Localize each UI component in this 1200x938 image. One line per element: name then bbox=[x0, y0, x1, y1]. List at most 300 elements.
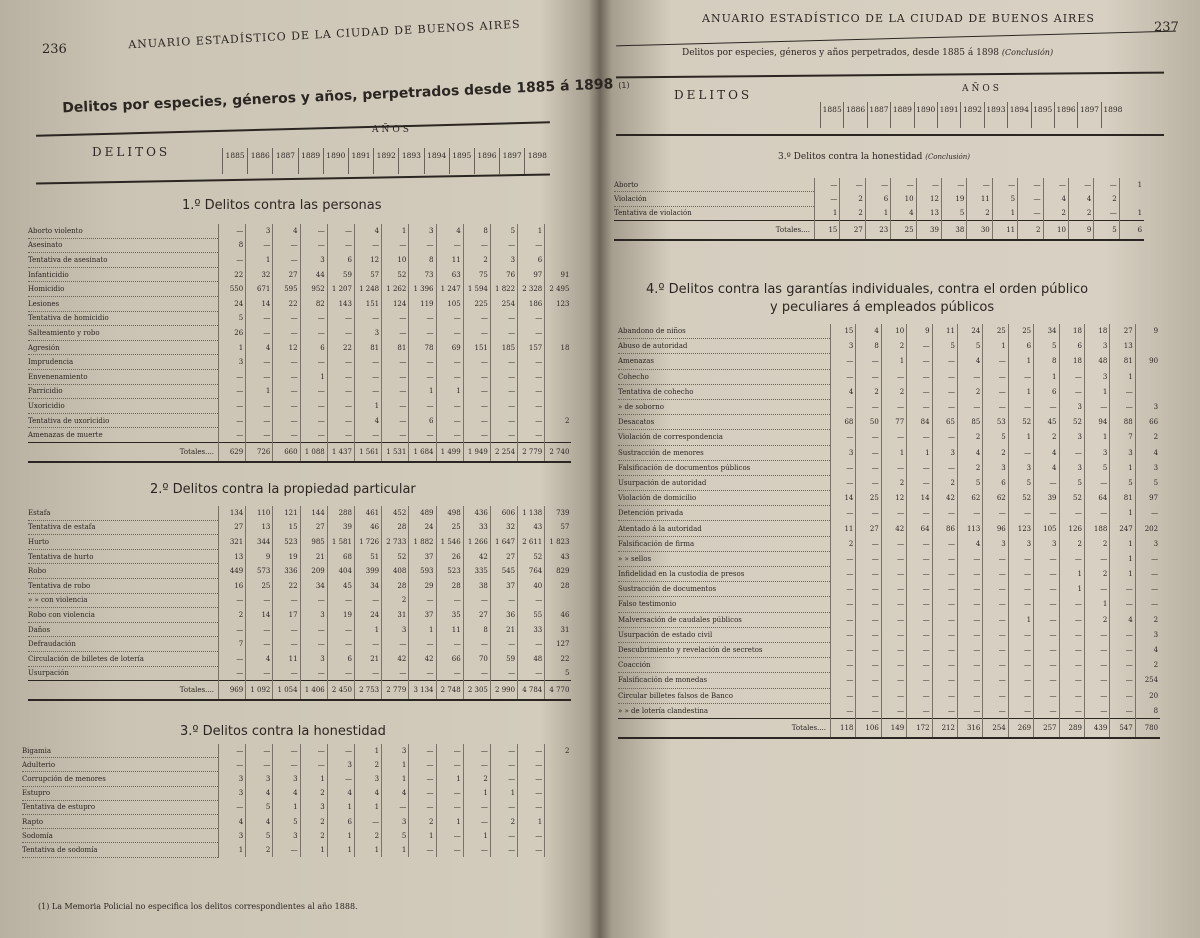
cell-value: 5 bbox=[246, 800, 273, 814]
cell-value: 27 bbox=[490, 549, 517, 564]
cell-value: 14 bbox=[907, 491, 932, 506]
row-label: Envenenamiento bbox=[28, 369, 219, 384]
cell-value: 24 bbox=[957, 324, 982, 339]
cell-value: — bbox=[1018, 206, 1043, 220]
cell-value bbox=[545, 800, 572, 814]
cell-value: 1 bbox=[327, 800, 354, 814]
cell-value: — bbox=[856, 567, 881, 582]
cell-value: — bbox=[983, 551, 1008, 566]
cell-value: 18 bbox=[1059, 324, 1084, 339]
cell-value: 64 bbox=[907, 521, 932, 536]
cell-value: — bbox=[436, 666, 463, 681]
cell-value: 48 bbox=[1084, 354, 1109, 369]
right-running-head: ANUARIO ESTADÍSTICO DE LA CIUDAD DE BUENOS AIRES bbox=[702, 12, 1095, 25]
cell-value: 3 bbox=[219, 786, 246, 800]
table-row bbox=[618, 521, 1160, 536]
cell-value: — bbox=[1084, 582, 1109, 597]
cell-value: 27 bbox=[300, 520, 327, 535]
cell-value: — bbox=[327, 384, 354, 399]
cell-value: 1 bbox=[409, 829, 436, 843]
cell-value: 1 bbox=[1110, 369, 1135, 384]
cell-value: — bbox=[907, 582, 932, 597]
cell-value: — bbox=[354, 428, 381, 443]
cell-value: — bbox=[219, 622, 246, 637]
cell-value: — bbox=[382, 326, 409, 341]
row-label: Desacatos bbox=[618, 415, 831, 430]
cell-value: 44 bbox=[300, 267, 327, 282]
cell-value: — bbox=[831, 567, 856, 582]
cell-value: — bbox=[957, 673, 982, 688]
row-label: Infidelidad en la custodia de presos bbox=[618, 567, 831, 582]
cell-value: — bbox=[907, 460, 932, 475]
cell-value: 4 bbox=[1135, 642, 1160, 657]
cell-value: 88 bbox=[1110, 415, 1135, 430]
cell-value: 8 bbox=[1135, 703, 1160, 718]
cell-value: 185 bbox=[490, 340, 517, 355]
cell-value: 36 bbox=[490, 608, 517, 623]
cell-value: — bbox=[409, 786, 436, 800]
cell-value: — bbox=[1135, 567, 1160, 582]
cell-value: 2 bbox=[490, 814, 517, 828]
cell-value: — bbox=[463, 238, 490, 253]
totals-row bbox=[618, 718, 1160, 738]
cell-value: 75 bbox=[463, 267, 490, 282]
cell-value: 32 bbox=[490, 520, 517, 535]
cell-value: 1 bbox=[354, 622, 381, 637]
cell-value: — bbox=[983, 688, 1008, 703]
cell-value: — bbox=[490, 399, 517, 414]
cell-value: — bbox=[1008, 688, 1033, 703]
year-header-1893: 1893 bbox=[984, 102, 1007, 128]
total-value: 2 748 bbox=[436, 681, 463, 700]
cell-value: 6 bbox=[409, 413, 436, 428]
cell-value: 45 bbox=[1034, 415, 1059, 430]
row-label: Amenazas de muerte bbox=[28, 428, 219, 443]
cell-value: 2 bbox=[1084, 612, 1109, 627]
cell-value: 1 bbox=[219, 843, 246, 857]
cell-value: 77 bbox=[881, 415, 906, 430]
year-header-1886: 1886 bbox=[247, 148, 272, 174]
row-label: Sustracción de menores bbox=[618, 445, 831, 460]
cell-value: 37 bbox=[409, 608, 436, 623]
cell-value: 9 bbox=[1135, 324, 1160, 339]
table-row bbox=[618, 491, 1160, 506]
cell-value: 985 bbox=[300, 535, 327, 550]
right-year-row bbox=[820, 102, 1124, 128]
cell-value: — bbox=[490, 355, 517, 370]
total-value: 1 054 bbox=[273, 681, 300, 700]
cell-value: — bbox=[246, 758, 273, 772]
cell-value: — bbox=[983, 567, 1008, 582]
cell-value: — bbox=[1059, 658, 1084, 673]
cell-value: 66 bbox=[1135, 415, 1160, 430]
cell-value: — bbox=[409, 238, 436, 253]
cell-value: — bbox=[273, 311, 300, 326]
cell-value: — bbox=[831, 612, 856, 627]
cell-value: 5 bbox=[941, 206, 966, 220]
cell-value: — bbox=[382, 666, 409, 681]
cell-value: — bbox=[957, 506, 982, 521]
cell-value: — bbox=[1059, 597, 1084, 612]
table-row bbox=[28, 399, 571, 414]
cell-value: 2 bbox=[300, 786, 327, 800]
cell-value: — bbox=[219, 224, 246, 238]
table-row bbox=[28, 666, 571, 681]
cell-value: — bbox=[463, 399, 490, 414]
row-label: Violación de domicilio bbox=[618, 491, 831, 506]
cell-value: 57 bbox=[545, 520, 572, 535]
cell-value: 4 bbox=[327, 786, 354, 800]
total-value: 2 990 bbox=[490, 681, 517, 700]
table-row bbox=[618, 642, 1160, 657]
cell-value: — bbox=[409, 666, 436, 681]
year-header-1894: 1894 bbox=[424, 148, 449, 174]
table-row bbox=[22, 758, 571, 772]
table-row bbox=[28, 549, 571, 564]
cell-value: 29 bbox=[409, 578, 436, 593]
cell-value: — bbox=[1110, 627, 1135, 642]
total-value: 2 779 bbox=[382, 681, 409, 700]
table-row bbox=[22, 786, 571, 800]
cell-value: — bbox=[327, 637, 354, 652]
table-row bbox=[28, 506, 571, 520]
cell-value: 1 bbox=[1110, 567, 1135, 582]
cell-value: — bbox=[983, 703, 1008, 718]
cell-value: 2 bbox=[1059, 536, 1084, 551]
cell-value: — bbox=[219, 413, 246, 428]
cell-value: — bbox=[382, 384, 409, 399]
cell-value: — bbox=[219, 651, 246, 666]
cell-value: — bbox=[300, 637, 327, 652]
cell-value: 81 bbox=[1110, 491, 1135, 506]
cell-value: 550 bbox=[219, 282, 246, 297]
cell-value: — bbox=[891, 178, 916, 192]
cell-value: — bbox=[382, 369, 409, 384]
cell-value: 59 bbox=[327, 267, 354, 282]
total-value: 629 bbox=[219, 442, 246, 461]
cell-value: — bbox=[957, 703, 982, 718]
cell-value: 4 bbox=[856, 324, 881, 339]
cell-value: 27 bbox=[856, 521, 881, 536]
cell-value: 3 bbox=[354, 326, 381, 341]
total-value: 1 949 bbox=[463, 442, 490, 461]
cell-value: — bbox=[932, 612, 957, 627]
cell-value: 5 bbox=[545, 666, 572, 681]
cell-value: — bbox=[856, 551, 881, 566]
cell-value: 33 bbox=[463, 520, 490, 535]
table-row bbox=[618, 324, 1160, 339]
cell-value: 14 bbox=[246, 608, 273, 623]
cell-value: — bbox=[983, 384, 1008, 399]
cell-value: — bbox=[856, 703, 881, 718]
cell-value: 595 bbox=[273, 282, 300, 297]
cell-value: — bbox=[463, 369, 490, 384]
left-top-rule bbox=[36, 121, 550, 136]
row-label: Malversación de caudales públicos bbox=[618, 612, 831, 627]
cell-value: 151 bbox=[463, 340, 490, 355]
row-label: Abandono de niños bbox=[618, 324, 831, 339]
total-value: 4 770 bbox=[545, 681, 572, 700]
cell-value: — bbox=[1084, 506, 1109, 521]
cell-value: 2 328 bbox=[518, 282, 545, 297]
cell-value: — bbox=[518, 772, 545, 786]
cell-value: — bbox=[327, 666, 354, 681]
cell-value: 1 bbox=[881, 445, 906, 460]
cell-value: 5 bbox=[992, 192, 1017, 206]
cell-value: — bbox=[983, 673, 1008, 688]
cell-value: 2 611 bbox=[518, 535, 545, 550]
cell-value: — bbox=[1110, 703, 1135, 718]
year-header-1895: 1895 bbox=[1031, 102, 1054, 128]
cell-value: — bbox=[831, 506, 856, 521]
cell-value: 5 bbox=[273, 814, 300, 828]
cell-value: — bbox=[881, 369, 906, 384]
cell-value: 52 bbox=[1059, 415, 1084, 430]
cell-value: 12 bbox=[354, 253, 381, 268]
cell-value: 573 bbox=[246, 564, 273, 579]
cell-value: 63 bbox=[436, 267, 463, 282]
cell-value: — bbox=[436, 355, 463, 370]
cell-value: 4 bbox=[1034, 460, 1059, 475]
row-label: Aborto violento bbox=[28, 224, 219, 238]
cell-value: 73 bbox=[409, 267, 436, 282]
cell-value: — bbox=[490, 311, 517, 326]
cell-value: — bbox=[1084, 475, 1109, 490]
cell-value: — bbox=[490, 384, 517, 399]
cell-value: — bbox=[932, 582, 957, 597]
table-row bbox=[28, 637, 571, 652]
cell-value: 81 bbox=[1110, 354, 1135, 369]
cell-value: 404 bbox=[327, 564, 354, 579]
cell-value: 5 bbox=[490, 224, 517, 238]
cell-value: — bbox=[1084, 642, 1109, 657]
cell-value: 5 bbox=[1034, 339, 1059, 354]
cell-value: — bbox=[932, 506, 957, 521]
cell-value: — bbox=[1135, 551, 1160, 566]
table-row bbox=[618, 506, 1160, 521]
cell-value: — bbox=[518, 758, 545, 772]
cell-value bbox=[545, 772, 572, 786]
cell-value: 523 bbox=[436, 564, 463, 579]
cell-value: — bbox=[1084, 399, 1109, 414]
cell-value bbox=[545, 843, 572, 857]
cell-value: — bbox=[957, 597, 982, 612]
table-row bbox=[618, 536, 1160, 551]
cell-value: 52 bbox=[1008, 491, 1033, 506]
cell-value: 1 bbox=[1008, 430, 1033, 445]
cell-value: 157 bbox=[518, 340, 545, 355]
cell-value: 449 bbox=[219, 564, 246, 579]
cell-value: 1 bbox=[1110, 506, 1135, 521]
left-header-rule bbox=[36, 174, 550, 185]
cell-value: 202 bbox=[1135, 521, 1160, 536]
cell-value: 4 bbox=[891, 206, 916, 220]
cell-value: 76 bbox=[490, 267, 517, 282]
cell-value: 10 bbox=[881, 324, 906, 339]
row-label: Robo con violencia bbox=[28, 608, 219, 623]
cell-value: — bbox=[1110, 399, 1135, 414]
total-value: 4 784 bbox=[518, 681, 545, 700]
cell-value: 12 bbox=[916, 192, 941, 206]
cell-value: — bbox=[436, 593, 463, 608]
cell-value: — bbox=[327, 369, 354, 384]
cell-value: 1 bbox=[865, 206, 890, 220]
total-value: 254 bbox=[983, 718, 1008, 738]
row-label: Tentativa de violación bbox=[614, 206, 815, 220]
cell-value: — bbox=[957, 627, 982, 642]
cell-value: 8 bbox=[1034, 354, 1059, 369]
cell-value: 40 bbox=[518, 578, 545, 593]
totals-row bbox=[28, 442, 571, 461]
cell-value: — bbox=[881, 536, 906, 551]
cell-value bbox=[545, 224, 572, 238]
row-label: Bigamia bbox=[22, 744, 219, 758]
cell-value: — bbox=[382, 637, 409, 652]
cell-value bbox=[1135, 384, 1160, 399]
cell-value: 25 bbox=[1008, 324, 1033, 339]
cell-value: 1 bbox=[436, 772, 463, 786]
cell-value: 3 bbox=[273, 829, 300, 843]
row-label: Infanticidio bbox=[28, 267, 219, 282]
cell-value: 3 bbox=[983, 460, 1008, 475]
cell-value: 1 bbox=[1008, 612, 1033, 627]
cell-value: 1 bbox=[327, 829, 354, 843]
cell-value: — bbox=[856, 597, 881, 612]
cell-value: 4 bbox=[1034, 445, 1059, 460]
cell-value: — bbox=[856, 430, 881, 445]
cell-value: — bbox=[1094, 206, 1119, 220]
cell-value: — bbox=[354, 238, 381, 253]
row-label: Rapto bbox=[22, 814, 219, 828]
cell-value: 1 bbox=[907, 445, 932, 460]
cell-value: — bbox=[463, 666, 490, 681]
cell-value: 1 bbox=[1059, 567, 1084, 582]
cell-value: 3 bbox=[1110, 445, 1135, 460]
row-label: Falsificación de monedas bbox=[618, 673, 831, 688]
cell-value: 39 bbox=[327, 520, 354, 535]
cell-value: — bbox=[840, 178, 865, 192]
cell-value: — bbox=[490, 666, 517, 681]
cell-value: — bbox=[1059, 688, 1084, 703]
cell-value: 43 bbox=[545, 549, 572, 564]
cell-value: — bbox=[1059, 506, 1084, 521]
cell-value: — bbox=[327, 311, 354, 326]
cell-value: 5 bbox=[382, 829, 409, 843]
cell-value: — bbox=[354, 311, 381, 326]
left-table-section-3 bbox=[22, 744, 571, 858]
cell-value: 3 bbox=[831, 445, 856, 460]
year-header-1886: 1886 bbox=[843, 102, 866, 128]
cell-value bbox=[1119, 192, 1144, 206]
total-value: 1 684 bbox=[409, 442, 436, 461]
left-running-head: ANUARIO ESTADÍSTICO DE LA CIUDAD DE BUENOS AIRES bbox=[127, 17, 521, 52]
row-label: » » con violencia bbox=[28, 593, 219, 608]
cell-value: — bbox=[409, 326, 436, 341]
cell-value: — bbox=[1059, 642, 1084, 657]
row-label: Sustracción de documentos bbox=[618, 582, 831, 597]
cell-value: — bbox=[490, 800, 517, 814]
cell-value: — bbox=[246, 311, 273, 326]
cell-value: — bbox=[300, 311, 327, 326]
cell-value: — bbox=[1059, 551, 1084, 566]
totals-label: Totales.... bbox=[614, 221, 815, 240]
cell-value: 144 bbox=[300, 506, 327, 520]
cell-value: — bbox=[983, 369, 1008, 384]
cell-value: — bbox=[856, 354, 881, 369]
cell-value: 2 bbox=[967, 206, 992, 220]
row-label: Sodomía bbox=[22, 829, 219, 843]
cell-value: 70 bbox=[463, 651, 490, 666]
cell-value: 4 bbox=[354, 224, 381, 238]
cell-value: — bbox=[932, 399, 957, 414]
cell-value: 3 bbox=[246, 772, 273, 786]
row-label: Abuso de autoridad bbox=[618, 339, 831, 354]
cell-value bbox=[545, 369, 572, 384]
cell-value: 1 bbox=[518, 814, 545, 828]
cell-value: 65 bbox=[932, 415, 957, 430]
row-label: Asesinato bbox=[28, 238, 219, 253]
cell-value: 55 bbox=[518, 608, 545, 623]
cell-value: — bbox=[327, 744, 354, 758]
cell-value: — bbox=[273, 413, 300, 428]
cell-value: — bbox=[490, 829, 517, 843]
cell-value: 1 bbox=[992, 206, 1017, 220]
cell-value: 86 bbox=[932, 521, 957, 536]
cell-value: — bbox=[490, 843, 517, 857]
table-row bbox=[618, 627, 1160, 642]
cell-value: — bbox=[246, 593, 273, 608]
cell-value: — bbox=[907, 627, 932, 642]
cell-value: — bbox=[300, 758, 327, 772]
cell-value: — bbox=[831, 673, 856, 688]
cell-value: — bbox=[1008, 642, 1033, 657]
cell-value: 84 bbox=[907, 415, 932, 430]
cell-value: 1 bbox=[1110, 551, 1135, 566]
total-value: 6 bbox=[1119, 221, 1144, 240]
cell-value: 593 bbox=[409, 564, 436, 579]
cell-value: — bbox=[490, 593, 517, 608]
total-value: 257 bbox=[1034, 718, 1059, 738]
cell-value: 5 bbox=[1135, 475, 1160, 490]
total-value: 9 bbox=[1068, 221, 1093, 240]
table-row bbox=[618, 567, 1160, 582]
cell-value: — bbox=[1034, 399, 1059, 414]
row-label: Falsificación de documentos públicos bbox=[618, 460, 831, 475]
cell-value: 42 bbox=[463, 549, 490, 564]
cell-value: — bbox=[436, 637, 463, 652]
cell-value: 31 bbox=[382, 608, 409, 623]
cell-value: 247 bbox=[1110, 521, 1135, 536]
cell-value: 186 bbox=[518, 296, 545, 311]
cell-value: — bbox=[1008, 369, 1033, 384]
row-label: Tentativa de robo bbox=[28, 578, 219, 593]
cell-value: — bbox=[1110, 597, 1135, 612]
cell-value: 78 bbox=[409, 340, 436, 355]
right-section-4-heading: 4.º Delitos contra las garantías individuales, contra el orden público bbox=[646, 282, 1089, 297]
cell-value: — bbox=[1059, 369, 1084, 384]
total-value: 11 bbox=[992, 221, 1017, 240]
cell-value: 90 bbox=[1135, 354, 1160, 369]
cell-value: — bbox=[831, 642, 856, 657]
cell-value: 2 bbox=[957, 460, 982, 475]
row-label: Adulterio bbox=[22, 758, 219, 772]
cell-value: 11 bbox=[967, 192, 992, 206]
cell-value: 4 bbox=[273, 786, 300, 800]
cell-value: — bbox=[831, 703, 856, 718]
cell-value: 28 bbox=[382, 578, 409, 593]
cell-value: 27 bbox=[1110, 324, 1135, 339]
row-label: Detención privada bbox=[618, 506, 831, 521]
